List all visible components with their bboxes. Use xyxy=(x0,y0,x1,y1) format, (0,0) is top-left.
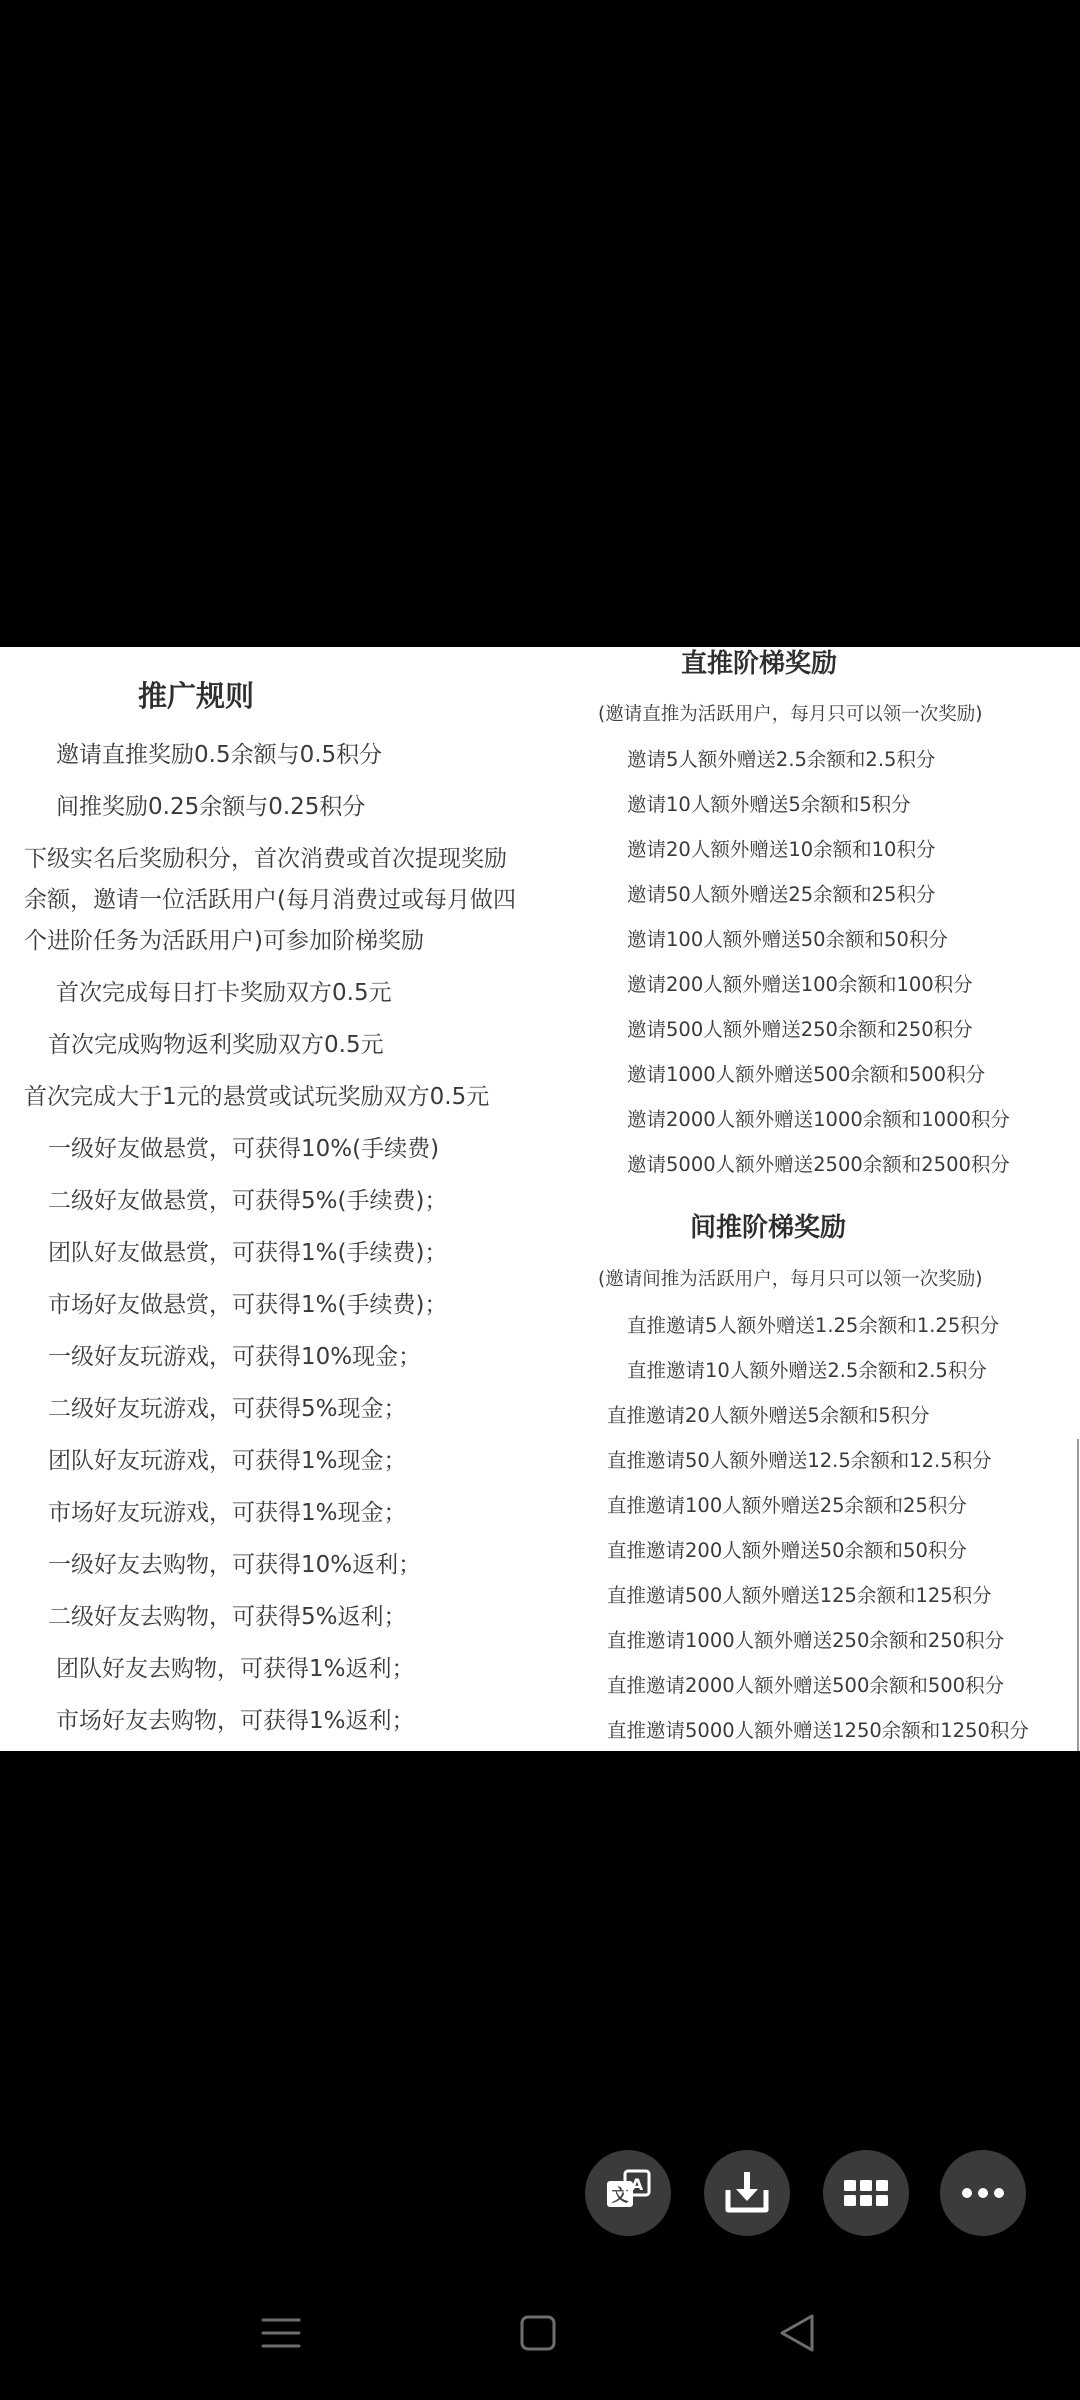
promotion-rules-title: 推广规则 xyxy=(138,679,255,713)
direct-tier-note: (邀请直推为活跃用户，每月只可以领一次奖励) xyxy=(598,704,983,725)
indirect-tier-item: 直推邀请200人额外赠送50余额和50积分 xyxy=(607,1539,967,1562)
direct-tier-item: 邀请50人额外赠送25余额和25积分 xyxy=(627,883,936,906)
rule-line: 余额，邀请一位活跃用户(每月消费过或每月做四 xyxy=(24,887,516,913)
indirect-tier-note: (邀请间推为活跃用户，每月只可以领一次奖励) xyxy=(598,1269,983,1290)
direct-tier-item: 邀请2000人额外赠送1000余额和1000积分 xyxy=(627,1108,1010,1131)
apps-button[interactable] xyxy=(823,2150,909,2236)
direct-tier-item: 邀请5000人额外赠送2500余额和2500积分 xyxy=(627,1153,1010,1176)
indirect-tier-item: 直推邀请2000人额外赠送500余额和500积分 xyxy=(607,1674,1005,1697)
rule-line: 个进阶任务为活跃用户)可参加阶梯奖励 xyxy=(24,928,424,954)
rule-line: 首次完成每日打卡奖励双方0.5元 xyxy=(56,980,392,1006)
direct-tier-item: 邀请500人额外赠送250余额和250积分 xyxy=(627,1018,973,1041)
download-button[interactable] xyxy=(704,2150,790,2236)
indirect-tier-item: 直推邀请5000人额外赠送1250余额和1250积分 xyxy=(607,1719,1029,1742)
nav-back-button[interactable] xyxy=(762,2298,832,2368)
nav-home-button[interactable] xyxy=(503,2298,573,2368)
rules-image[interactable] xyxy=(0,647,1080,1751)
rule-line: 一级好友玩游戏，可获得10%现金； xyxy=(48,1344,422,1370)
rule-line: 首次完成购物返利奖励双方0.5元 xyxy=(48,1032,384,1058)
indirect-tier-item: 直推邀请50人额外赠送12.5余额和12.5积分 xyxy=(607,1449,992,1472)
rule-line: 邀请直推奖励0.5余额与0.5积分 xyxy=(56,742,383,768)
home-square-icon xyxy=(503,2298,573,2368)
rule-line: 二级好友去购物，可获得5%返利； xyxy=(48,1604,407,1630)
direct-tier-item: 邀请100人额外赠送50余额和50积分 xyxy=(627,928,948,951)
direct-tier-item: 邀请5人额外赠送2.5余额和2.5积分 xyxy=(627,748,936,771)
svg-text:文: 文 xyxy=(611,2186,629,2206)
direct-tier-item: 邀请200人额外赠送100余额和100积分 xyxy=(627,973,973,996)
direct-tier-item: 邀请20人额外赠送10余额和10积分 xyxy=(627,838,936,861)
direct-tier-item: 邀请10人额外赠送5余额和5积分 xyxy=(627,793,911,816)
indirect-tier-item: 直推邀请500人额外赠送125余额和125积分 xyxy=(607,1584,992,1607)
rule-line: 首次完成大于1元的悬赏或试玩奖励双方0.5元 xyxy=(24,1084,490,1110)
rule-line: 二级好友做悬赏，可获得5%(手续费)； xyxy=(48,1188,448,1214)
rule-line: 团队好友做悬赏，可获得1%(手续费)； xyxy=(48,1240,448,1266)
rule-line: 下级实名后奖励积分，首次消费或首次提现奖励 xyxy=(24,846,507,872)
indirect-tier-item: 直推邀请10人额外赠送2.5余额和2.5积分 xyxy=(627,1359,987,1382)
promotion-rules-column xyxy=(0,647,580,1751)
rule-line: 团队好友玩游戏，可获得1%现金； xyxy=(48,1448,407,1474)
rule-line: 市场好友去购物，可获得1%返利； xyxy=(56,1708,415,1734)
rule-line: 市场好友做悬赏，可获得1%(手续费)； xyxy=(48,1292,448,1318)
indirect-tier-title: 间推阶梯奖励 xyxy=(690,1213,847,1243)
indirect-tier-item: 直推邀请1000人额外赠送250余额和250积分 xyxy=(607,1629,1005,1652)
scroll-indicator[interactable] xyxy=(1077,1439,1079,1751)
rule-line: 市场好友玩游戏，可获得1%现金； xyxy=(48,1500,407,1526)
more-icon xyxy=(940,2150,1026,2236)
rule-line: 团队好友去购物，可获得1%返利； xyxy=(56,1656,415,1682)
nav-menu-button[interactable] xyxy=(246,2298,316,2368)
back-triangle-icon xyxy=(762,2298,832,2368)
indirect-tier-item: 直推邀请20人额外赠送5余额和5积分 xyxy=(607,1404,930,1427)
tier-rewards-column xyxy=(580,647,1080,1751)
download-icon xyxy=(704,2150,790,2236)
translate-icon xyxy=(585,2150,671,2236)
direct-tier-title: 直推阶梯奖励 xyxy=(681,649,838,679)
more-button[interactable] xyxy=(940,2150,1026,2236)
rule-line: 一级好友去购物，可获得10%返利； xyxy=(48,1552,422,1578)
svg-text:A: A xyxy=(630,2175,644,2194)
indirect-tier-item: 直推邀请100人额外赠送25余额和25积分 xyxy=(607,1494,967,1517)
indirect-tier-item: 直推邀请5人额外赠送1.25余额和1.25积分 xyxy=(627,1314,1000,1337)
rule-line: 二级好友玩游戏，可获得5%现金； xyxy=(48,1396,407,1422)
grid-icon xyxy=(823,2150,909,2236)
rule-line: 一级好友做悬赏，可获得10%(手续费) xyxy=(48,1136,440,1162)
menu-icon xyxy=(246,2298,316,2368)
rule-line: 间推奖励0.25余额与0.25积分 xyxy=(56,794,366,820)
direct-tier-item: 邀请1000人额外赠送500余额和500积分 xyxy=(627,1063,986,1086)
translate-button[interactable] xyxy=(585,2150,671,2236)
